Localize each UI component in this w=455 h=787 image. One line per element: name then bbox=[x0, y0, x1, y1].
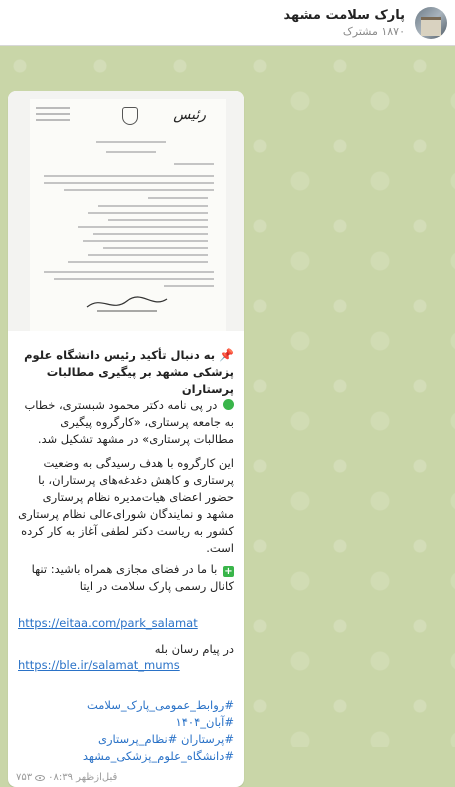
chat-background bbox=[0, 46, 455, 783]
document-meta bbox=[36, 107, 70, 125]
green-circle-icon bbox=[223, 399, 234, 410]
eye-icon bbox=[35, 775, 45, 781]
message-time: ۰۸:۳۹ قبل‌ازظهر bbox=[48, 772, 118, 783]
document-paper bbox=[30, 99, 226, 331]
document-image[interactable] bbox=[8, 91, 244, 331]
paragraph-1-text: در پی نامه دکتر محمود شبستری، خطاب به جامعه پرستاری، «کارگروه پیگیری مطالبات پرستاری» در مشهد تشکیل شد. bbox=[24, 398, 234, 446]
message-paragraph-2: این کارگروه با هدف رسیدگی به وضعیت پرستاری و کاهش دغدغه‌های پرستاران، با حضور اعضای هیات‌مدیره نظام پرستاری مشهد و نمایندگان شورای‌عالی نظام پرستاری کشور به ریاست دکتر لطفی آغاز به کار کرده است. bbox=[18, 456, 234, 555]
hashtag-item[interactable]: #روابط_عمومی_پارک_سلامت bbox=[86, 698, 234, 712]
pin-icon: 📌 bbox=[219, 348, 234, 362]
message-headline bbox=[8, 347, 244, 398]
headline-text: به دنبال تأکید رئیس دانشگاه علوم پزشکی مشهد بر پیگیری مطالبات پرستاران bbox=[24, 348, 234, 396]
message-meta bbox=[16, 772, 117, 783]
document-title: رئیس bbox=[173, 107, 206, 123]
subscriber-count: ۱۸۷۰ مشترک bbox=[342, 24, 405, 38]
plus-box-icon: + bbox=[224, 566, 233, 577]
channel-info[interactable] bbox=[284, 8, 405, 38]
hashtag-item[interactable]: #دانشگاه_علوم_پزشکی_مشهد bbox=[82, 749, 234, 763]
bale-link[interactable]: https://ble.ir/salamat_mums bbox=[18, 658, 180, 672]
paragraph-3-text: با ما در فضای مجازی همراه باشید: تنها کانال رسمی پارک سلامت در ایتا bbox=[31, 562, 234, 593]
message-bubble[interactable] bbox=[8, 91, 244, 787]
channel-name: پارک سلامت مشهد bbox=[283, 7, 405, 23]
bale-link-row bbox=[8, 657, 244, 674]
view-count: ۷۵۳ bbox=[16, 772, 33, 783]
channel-header[interactable] bbox=[0, 0, 455, 46]
bale-label: در پیام رسان بله bbox=[154, 642, 234, 656]
university-seal-icon bbox=[122, 107, 138, 125]
channel-avatar[interactable] bbox=[415, 7, 447, 39]
hashtag-item[interactable]: #پرستاران #نظام_پرستاری bbox=[98, 732, 234, 746]
eitaa-link[interactable]: https://eitaa.com/park_salamat bbox=[18, 616, 198, 630]
eitaa-link-row bbox=[8, 615, 244, 632]
message-paragraph-3 bbox=[8, 561, 244, 595]
message-paragraph-1 bbox=[8, 397, 244, 448]
hashtag-list bbox=[8, 697, 244, 765]
hashtag-item[interactable]: #آبان_۱۴۰۴ bbox=[175, 715, 234, 729]
signature-icon bbox=[82, 291, 172, 315]
